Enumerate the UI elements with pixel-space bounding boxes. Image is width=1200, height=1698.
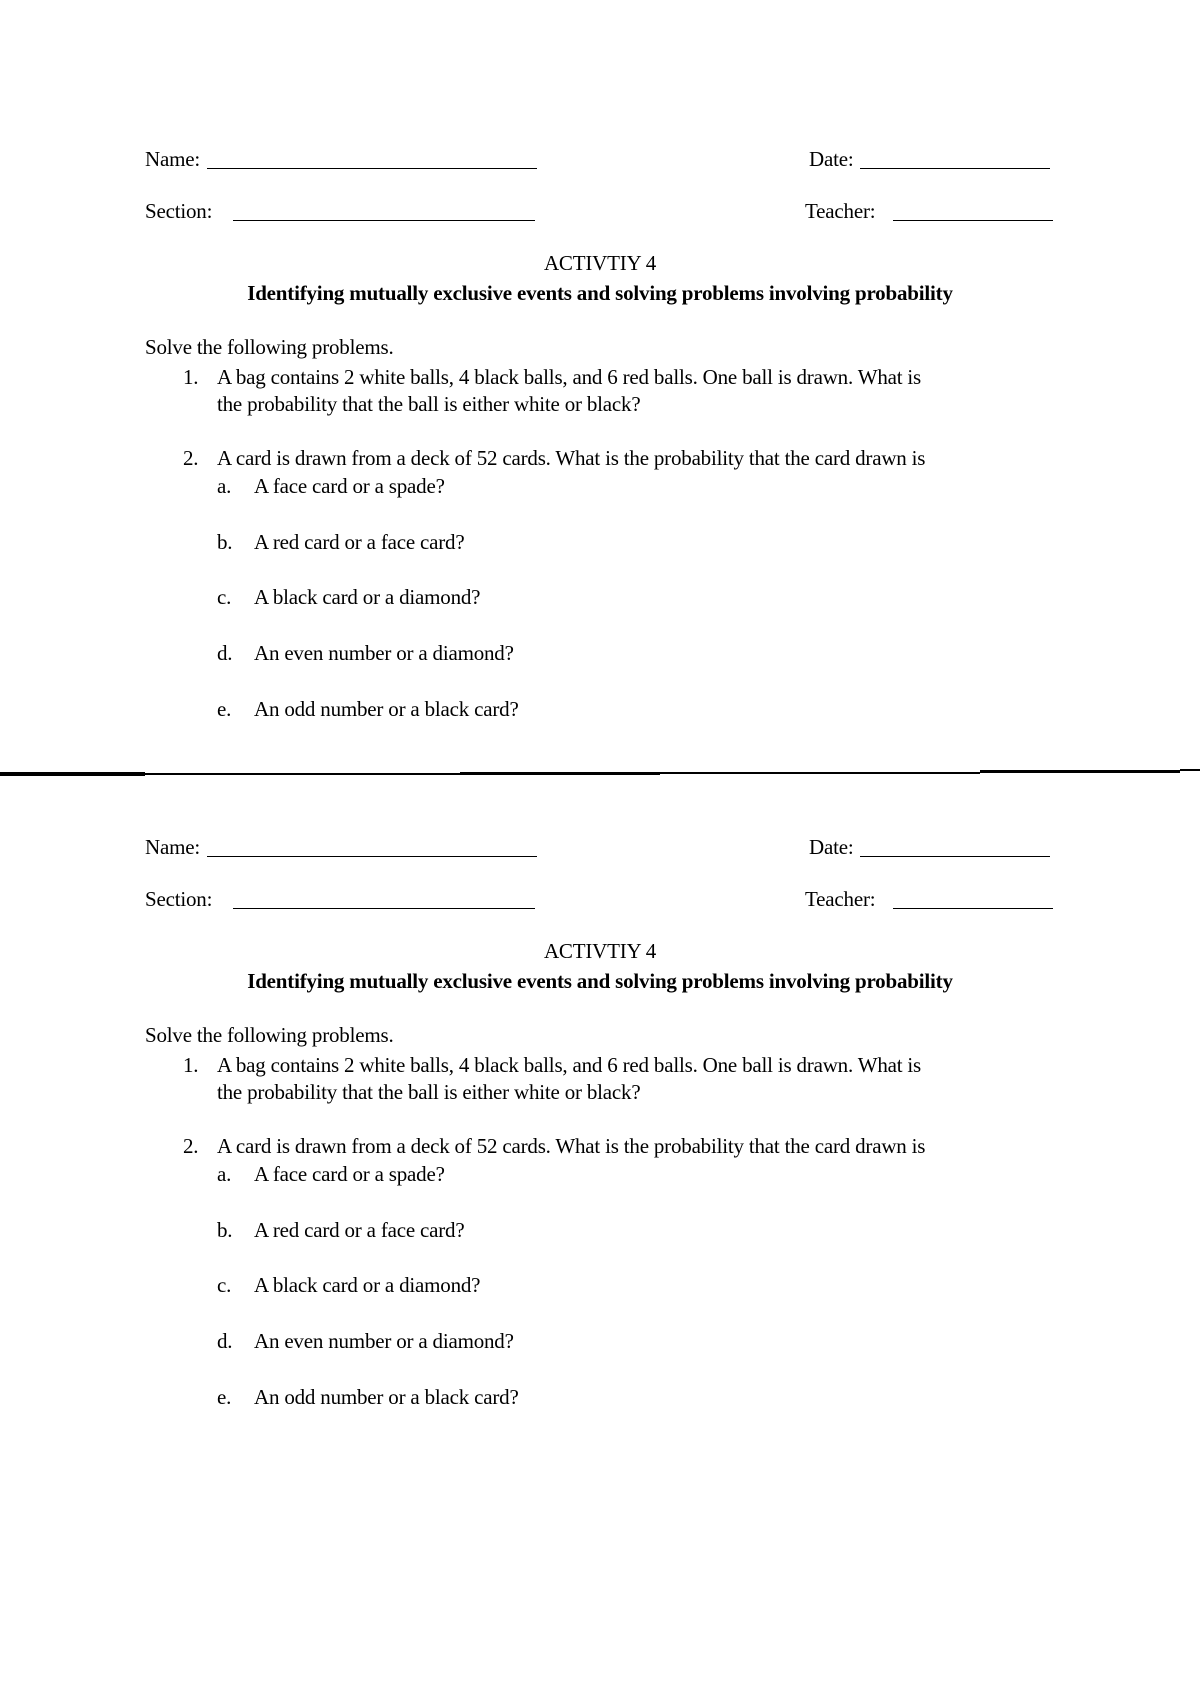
subitem-text: An odd number or a black card?	[254, 1385, 519, 1409]
problem-number: 2.	[183, 1134, 199, 1158]
subitem-letter: b.	[217, 1218, 233, 1242]
teacher-blank[interactable]	[893, 908, 1053, 909]
problem-text-line: A card is drawn from a deck of 52 cards. What is the probability that the card drawn is	[217, 1134, 926, 1158]
date-label: Date:	[809, 835, 854, 859]
teacher-label: Teacher:	[805, 887, 876, 911]
date-label: Date:	[809, 147, 854, 171]
section-label: Section:	[145, 199, 213, 223]
section-blank[interactable]	[233, 220, 535, 221]
problem-text-line: the probability that the ball is either white or black?	[217, 1080, 641, 1104]
section-label: Section:	[145, 887, 213, 911]
activity-title: ACTIVTIY 4	[543, 939, 657, 963]
subitem-letter: a.	[217, 1162, 232, 1186]
teacher-label: Teacher:	[805, 199, 876, 223]
activity-subtitle: Identifying mutually exclusive events and solving problems involving probability	[247, 281, 953, 305]
subitem-text: An even number or a diamond?	[254, 1329, 514, 1353]
problem-number: 2.	[183, 446, 199, 470]
subitem-letter: d.	[217, 1329, 233, 1353]
subitem-letter: b.	[217, 530, 233, 554]
subitem-text: A red card or a face card?	[254, 1218, 465, 1242]
teacher-blank[interactable]	[893, 220, 1053, 221]
subitem-text: A black card or a diamond?	[254, 1273, 481, 1297]
name-label: Name:	[145, 835, 200, 859]
name-blank[interactable]	[207, 856, 537, 857]
date-blank[interactable]	[860, 856, 1050, 857]
subitem-letter: c.	[217, 1273, 232, 1297]
subitem-text: A face card or a spade?	[254, 1162, 445, 1186]
subitem-text: An even number or a diamond?	[254, 641, 514, 665]
worksheet-top	[0, 0, 1200, 721]
name-label: Name:	[145, 147, 200, 171]
activity-title: ACTIVTIY 4	[543, 251, 657, 275]
worksheet-bottom	[0, 688, 1200, 1409]
subitem-text: A face card or a spade?	[254, 474, 445, 498]
activity-subtitle: Identifying mutually exclusive events and solving problems involving probability	[247, 969, 953, 993]
name-blank[interactable]	[207, 168, 537, 169]
section-blank[interactable]	[233, 908, 535, 909]
subitem-letter: d.	[217, 641, 233, 665]
subitem-text: An odd number or a black card?	[254, 697, 519, 721]
subitem-letter: e.	[217, 697, 232, 721]
problem-text-line: A bag contains 2 white balls, 4 black balls, and 6 red balls. One ball is drawn. What is	[217, 365, 922, 389]
problem-text-line: the probability that the ball is either white or black?	[217, 392, 641, 416]
subitem-letter: e.	[217, 1385, 232, 1409]
problem-text-line: A bag contains 2 white balls, 4 black balls, and 6 red balls. One ball is drawn. What is	[217, 1053, 922, 1077]
subitem-letter: c.	[217, 585, 232, 609]
problem-text-line: A card is drawn from a deck of 52 cards. What is the probability that the card drawn is	[217, 446, 926, 470]
date-blank[interactable]	[860, 168, 1050, 169]
subitem-text: A red card or a face card?	[254, 530, 465, 554]
instructions: Solve the following problems.	[145, 1023, 394, 1047]
problem-number: 1.	[183, 365, 199, 389]
subitem-letter: a.	[217, 474, 232, 498]
subitem-text: A black card or a diamond?	[254, 585, 481, 609]
problem-number: 1.	[183, 1053, 199, 1077]
instructions: Solve the following problems.	[145, 335, 394, 359]
